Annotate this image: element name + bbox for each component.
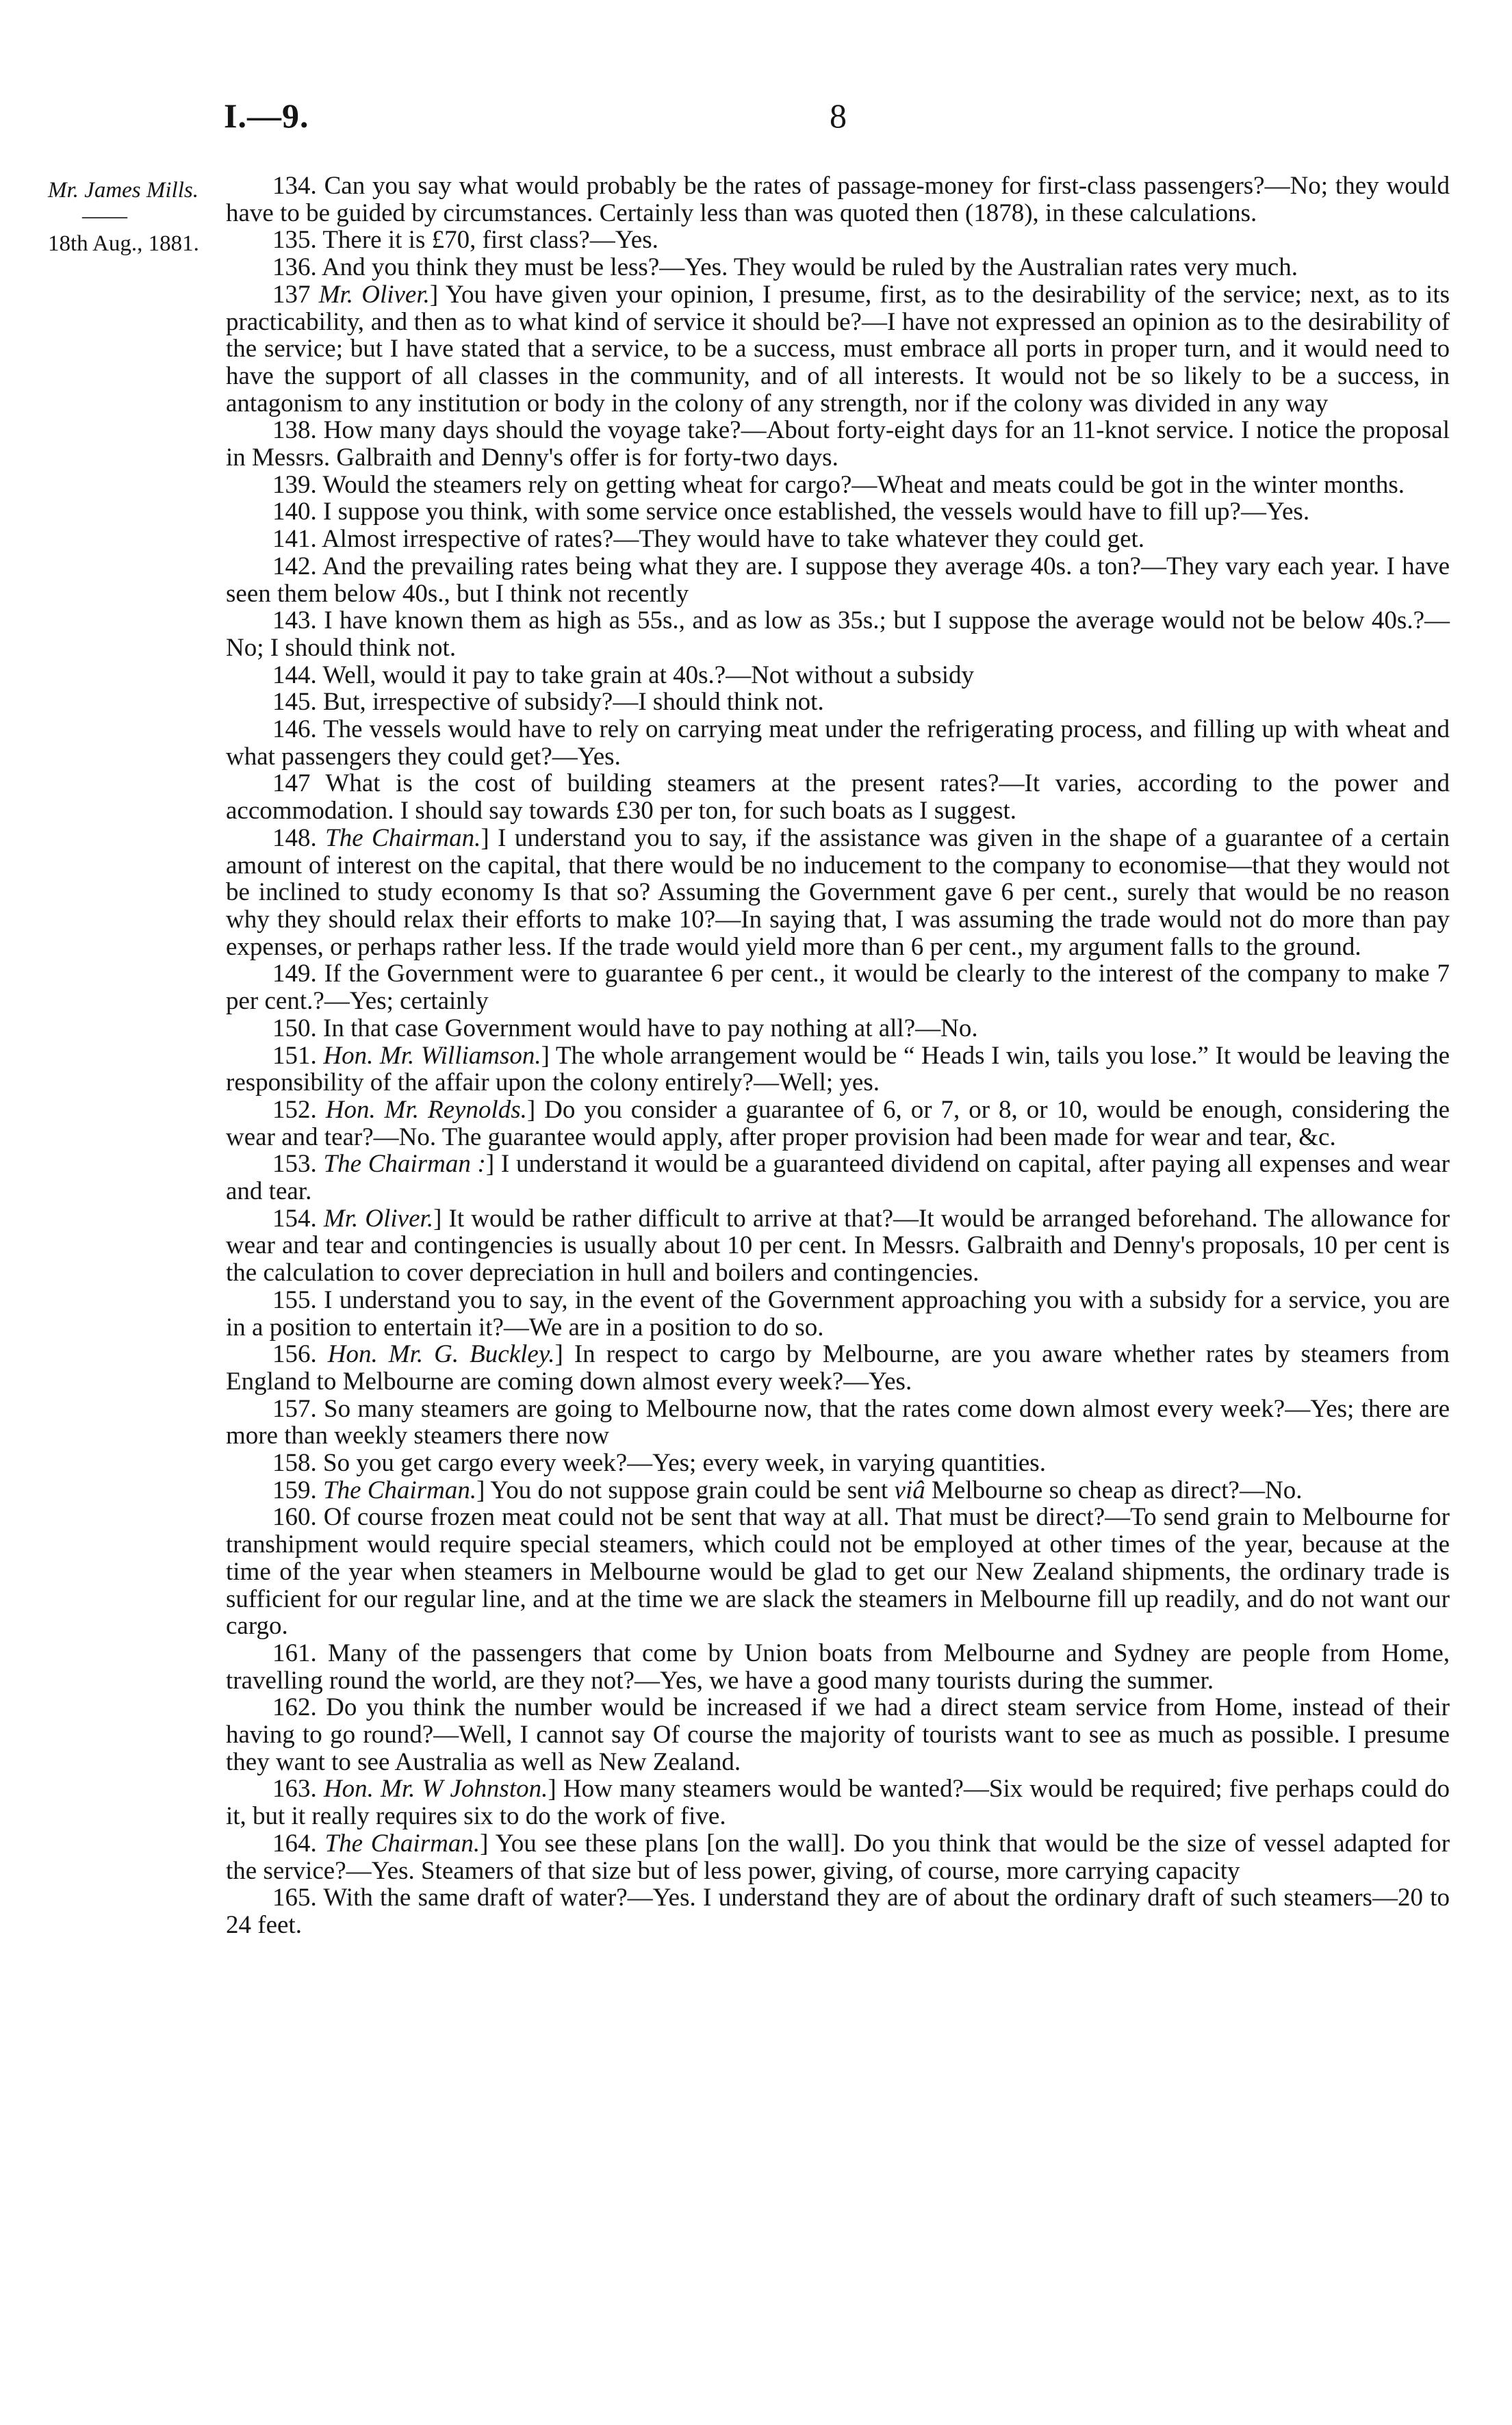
question-text: 158. So you get cargo every week?—Yes; every week, in varying quantities. — [272, 1449, 1046, 1478]
question-paragraph — [226, 472, 1450, 499]
italic-term: viâ — [894, 1476, 925, 1504]
question-text: ] You see these plans [on the wall]. Do you think that would be the size of vessel adapted for the service?—Yes. Steamers of that size but of less power, giving, of course, more carrying capacity — [226, 1829, 1450, 1885]
speaker-name: Mr. Oliver. — [323, 1204, 434, 1233]
question-text: 148. — [272, 823, 326, 852]
question-paragraph — [226, 254, 1450, 281]
question-paragraph — [226, 1015, 1450, 1042]
question-text: 149. If the Government were to guarantee 6 per cent., it would be clearly to the interest of the company to make 7 per cent.?—Yes; certainly — [226, 960, 1450, 1016]
speaker-name: Mr. Oliver. — [318, 280, 430, 309]
question-text: 164. — [272, 1829, 325, 1858]
question-paragraph — [226, 1775, 1450, 1830]
question-text: 144. Well, would it pay to take grain at 40s.?—Not without a subsidy — [272, 660, 975, 689]
question-paragraph — [226, 1096, 1450, 1151]
question-paragraph — [226, 498, 1450, 526]
margin-witness-name: Mr. James Mills. — [48, 178, 198, 203]
question-text: 139. Would the steamers rely on getting wheat for cargo?—Wheat and meats could be got in the winter months. — [272, 470, 1405, 499]
question-text: ] It would be rather difficult to arrive at that?—It would be arranged beforehand. The allowance for wear and tear and contingencies is usually about 10 per cent. In Messrs. Galbraith and Denny's proposals, 10 per cent is the calculation to cover depreciation in hull and boilers and contingencies. — [226, 1204, 1450, 1287]
question-paragraph — [226, 689, 1450, 716]
question-text: 159. — [272, 1476, 323, 1504]
question-text: 163. — [272, 1775, 324, 1804]
question-text: ] How many steamers would be wanted?—Six would be required; five perhaps could do it, but it really requires six to do the work of five. — [226, 1775, 1450, 1831]
speaker-name: Hon. Mr. Williamson. — [323, 1041, 541, 1070]
question-text: 140. I suppose you think, with some service once established, the vessels would have to fill up?—Yes. — [272, 498, 1310, 526]
question-paragraph — [226, 662, 1450, 689]
question-text: 135. There it is £70, first class?—Yes. — [272, 226, 658, 255]
question-paragraph — [226, 1151, 1450, 1205]
question-paragraph — [226, 1205, 1450, 1287]
question-text: ] I understand you to say, if the assistance was given in the shape of a guarantee of a certain amount of interest on the capital, that there would be no inducement to the company to economise—that they would not be inclined to study economy Is that so? Assuming the Government gave 6 per cent., surely that would be no reason why they should relax their efforts to make 10?—In saying that, I was assuming the trade would not do more than pay expenses, or perhaps rather less. If the trade would yield more than 6 per cent., my argument falls to the ground. — [226, 823, 1450, 961]
speaker-name: Hon. Mr. Reynolds. — [325, 1095, 527, 1124]
question-text: 152. — [272, 1095, 326, 1124]
question-paragraph — [226, 1287, 1450, 1341]
question-text: 147 What is the cost of building steamers at the present rates?—It varies, according to the power and accommodation. I should say towards £30 per ton, for such boats as I suggest. — [226, 769, 1450, 825]
evidence-body — [226, 172, 1450, 1939]
question-text: 136. And you think they must be less?—Yes. They would be ruled by the Australian rates very much. — [272, 253, 1298, 282]
question-paragraph — [226, 281, 1450, 418]
speaker-name: Hon. Mr. G. Buckley. — [327, 1340, 555, 1369]
question-paragraph — [226, 1341, 1450, 1395]
question-text: ] You do not suppose grain could be sent — [476, 1476, 895, 1504]
question-text: 160. Of course frozen meat could not be sent that way at all. That must be direct?—To send grain to Melbourne for transhipment would require special steamers, which could not be employed at other times of the year, because at the time of the year when steamers in Melbourne would be glad to get our New Zealand shipments, the ordinary trade is sufficient for our regular line, and at the time we are slack the steamers in Melbourne fill up readily, and do not want our cargo. — [226, 1503, 1450, 1641]
question-paragraph — [226, 1396, 1450, 1450]
margin-dash: —— — [82, 204, 127, 229]
question-text: 146. The vessels would have to rely on carrying meat under the refrigerating process, and filling up with wheat and what passengers they could get?—Yes. — [226, 715, 1450, 771]
question-text: ] Do you consider a guarantee of 6, or 7, or 8, or 10, would be enough, considering the wear and tear?—No. The guarantee would apply, after proper provision had been made for wear and tear, &c. — [226, 1095, 1450, 1151]
question-paragraph — [226, 1450, 1450, 1477]
question-text: 155. I understand you to say, in the event of the Government approaching you with a subsidy for a service, you are in a position to entertain it?—We are in a position to do so. — [226, 1285, 1450, 1342]
question-text: 156. — [272, 1340, 328, 1369]
question-text: 142. And the prevailing rates being what they are. I suppose they average 40s. a ton?—They vary each year. I have seen them below 40s., but I think not recently — [226, 552, 1450, 608]
question-paragraph — [226, 1694, 1450, 1775]
question-text: 157. So many steamers are going to Melbourne now, that the rates come down almost every week?—Yes; there are more than weekly steamers there now — [226, 1394, 1450, 1450]
speaker-name: The Chairman : — [323, 1150, 486, 1179]
question-paragraph — [226, 526, 1450, 553]
question-text: 154. — [272, 1204, 324, 1233]
question-paragraph — [226, 1042, 1450, 1096]
question-text: 165. With the same draft of water?—Yes. I understand they are of about the ordinary draft of such steamers—20 to 24 feet. — [226, 1884, 1450, 1939]
speaker-name: The Chairman. — [325, 823, 481, 852]
question-text: 161. Many of the passengers that come by Union boats from Melbourne and Sydney are people from Home, travelling round the world, are they not?—Yes, we have a good many tourists during the summer. — [226, 1639, 1450, 1695]
question-text: 138. How many days should the voyage take?—About forty-eight days for an 11-knot service. I notice the proposal in Messrs. Galbraith and Denny's offer is for forty-two days. — [226, 416, 1450, 472]
speaker-name: The Chairman. — [323, 1476, 477, 1504]
question-text: 141. Almost irrespective of rates?—They would have to take whatever they could get. — [272, 525, 1145, 554]
page-number: 8 — [830, 97, 847, 135]
question-paragraph — [226, 770, 1450, 824]
question-paragraph — [226, 1477, 1450, 1504]
question-text: 162. Do you think the number would be increased if we had a direct steam service from Home, instead of their having to go round?—Well, I cannot say Of course the majority of tourists want to see as much as possible. I presume they want to see Australia as well as New Zealand. — [226, 1693, 1450, 1776]
question-text: ] I understand it would be a guaranteed dividend on capital, after paying all expenses and wear and tear. — [226, 1150, 1450, 1206]
question-paragraph — [226, 1640, 1450, 1694]
question-paragraph — [226, 716, 1450, 770]
question-text: 151. — [272, 1041, 324, 1070]
question-text: 145. But, irrespective of subsidy?—I should think not. — [272, 688, 824, 717]
speaker-name: Hon. Mr. W Johnston. — [323, 1775, 548, 1804]
question-paragraph — [226, 1830, 1450, 1884]
question-text: 150. In that case Government would have to pay nothing at all?—No. — [272, 1014, 978, 1042]
question-text: ] You have given your opinion, I presume, first, as to the desirability of the service; next, as to its practicability, and then as to what kind of service it should be?—I have not expressed an opinion as to the desirability of the service; but I have stated that a service, to be a success, must embrace all ports in proper turn, and it would need to have the support of all classes in the community, and of all interests. It would not be so likely to be a success, in antagonism to any institution or body in the colony of any strength, nor if the colony was divided in any way — [226, 280, 1450, 418]
question-paragraph — [226, 1504, 1450, 1640]
question-text: 153. — [272, 1150, 324, 1179]
question-paragraph — [226, 960, 1450, 1014]
document-reference: I.—9. — [224, 97, 309, 135]
question-paragraph — [226, 553, 1450, 607]
question-paragraph — [226, 227, 1450, 254]
question-paragraph — [226, 417, 1450, 471]
question-text: Melbourne so cheap as direct?—No. — [925, 1476, 1303, 1504]
question-text: 134. Can you say what would probably be the rates of passage-money for first-class passengers?—No; they would have to be guided by circumstances. Certainly less than was quoted then (1878), in these calculations. — [226, 172, 1450, 227]
question-paragraph — [226, 1884, 1450, 1938]
speaker-name: The Chairman. — [324, 1829, 480, 1858]
question-text: ] The whole arrangement would be “ Heads I win, tails you lose.” It would be leaving the responsibility of the affair upon the colony entirely?—Well; yes. — [226, 1041, 1450, 1097]
question-text: ] In respect to cargo by Melbourne, are you aware whether rates by steamers from England to Melbourne are coming down almost every week?—Yes. — [226, 1340, 1450, 1396]
question-paragraph — [226, 825, 1450, 961]
margin-date: 18th Aug., 1881. — [48, 231, 199, 256]
question-text: 137 — [272, 280, 319, 309]
question-paragraph — [226, 172, 1450, 227]
question-paragraph — [226, 607, 1450, 661]
question-text: 143. I have known them as high as 55s., and as low as 35s.; but I suppose the average would not be below 40s.?—No; I should think not. — [226, 606, 1450, 662]
